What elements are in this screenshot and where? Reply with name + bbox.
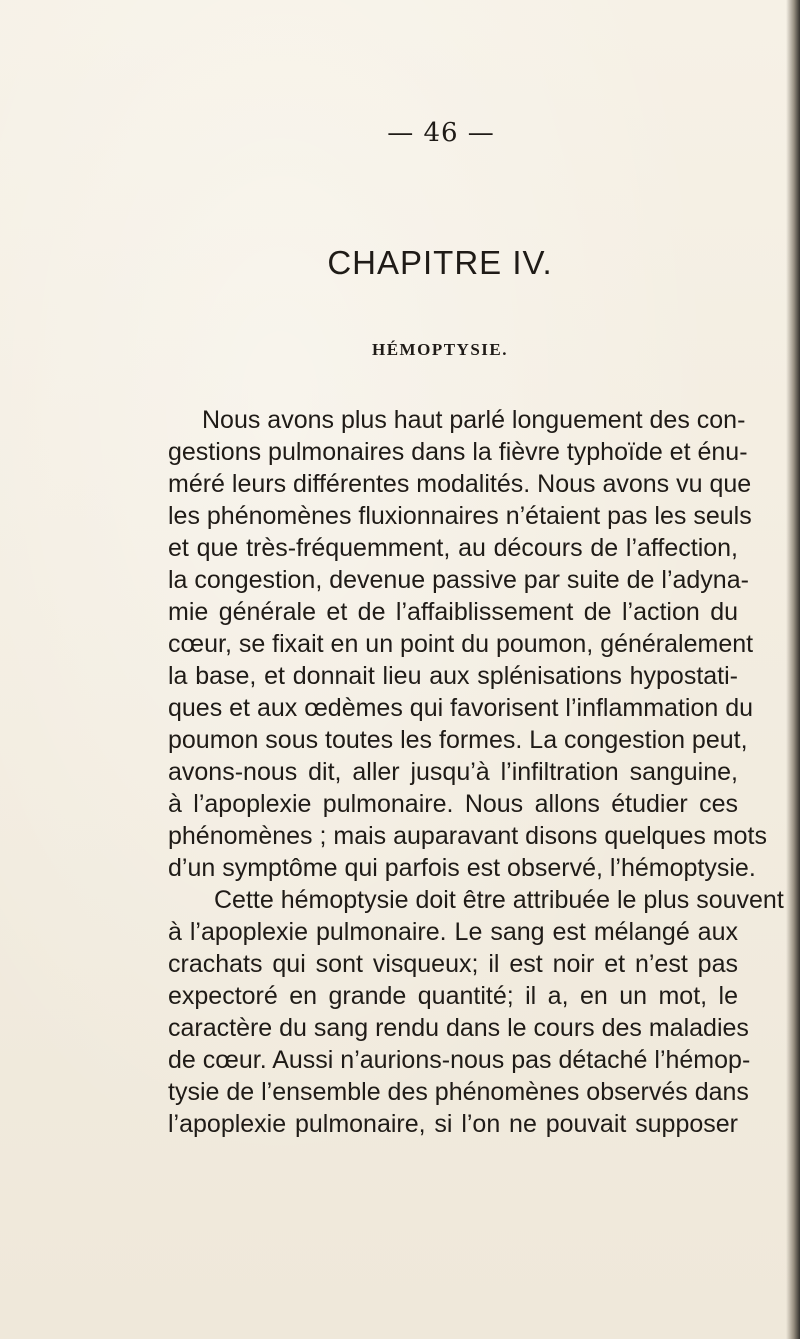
section-title: HÉMOPTYSIE. bbox=[372, 340, 508, 359]
text-line: la congestion, devenue passive par suite de l’adyna- bbox=[168, 566, 749, 594]
text-line: à l’apoplexie pulmonaire. Nous allons étudier ces bbox=[168, 790, 738, 818]
text-line: Nous avons plus haut parlé longuement des con- bbox=[202, 406, 746, 434]
text-line: les phénomènes fluxionnaires n’étaient pas les seuls bbox=[168, 502, 752, 530]
page-binding-edge bbox=[786, 0, 800, 1339]
text-line: poumon sous toutes les formes. La congestion peut, bbox=[168, 726, 748, 754]
text-line: avons-nous dit, aller jusqu’à l’infiltration sanguine, bbox=[168, 758, 738, 786]
text-line: la base, et donnait lieu aux splénisations hypostati- bbox=[168, 662, 738, 690]
text-line: mie générale et de l’affaiblissement de l’action du bbox=[168, 598, 738, 626]
body-text bbox=[168, 404, 784, 1140]
text-line: de cœur. Aussi n’aurions-nous pas détaché l’hémop- bbox=[168, 1046, 751, 1074]
text-line: gestions pulmonaires dans la fièvre typhoïde et énu- bbox=[168, 438, 748, 466]
chapter-title: CHAPITRE IV. bbox=[327, 244, 553, 281]
text-line: crachats qui sont visqueux; il est noir et n’est pas bbox=[168, 950, 738, 978]
text-line: et que très-fréquemment, au décours de l’affection, bbox=[168, 534, 738, 562]
text-line: d’un symptôme qui parfois est observé, l’hémoptysie. bbox=[168, 854, 756, 882]
text-line: ques et aux œdèmes qui favorisent l’inflammation du bbox=[168, 694, 754, 722]
text-line: cœur, se fixait en un point du poumon, généralement bbox=[168, 630, 754, 658]
page-number: — 46 — bbox=[387, 118, 495, 148]
text-line: l’apoplexie pulmonaire, si l’on ne pouvait supposer bbox=[168, 1110, 738, 1138]
text-line: expectoré en grande quantité; il a, en un mot, le bbox=[168, 982, 738, 1010]
text-line: tysie de l’ensemble des phénomènes observés dans bbox=[168, 1078, 749, 1106]
text-line: phénomènes ; mais auparavant disons quelques mots bbox=[168, 822, 767, 850]
text-line: Cette hémoptysie doit être attribuée le plus souvent bbox=[214, 886, 784, 914]
text-line: à l’apoplexie pulmonaire. Le sang est mélangé aux bbox=[168, 918, 738, 946]
text-line: caractère du sang rendu dans le cours des maladies bbox=[168, 1014, 749, 1042]
text-line: méré leurs différentes modalités. Nous avons vu que bbox=[168, 470, 752, 498]
